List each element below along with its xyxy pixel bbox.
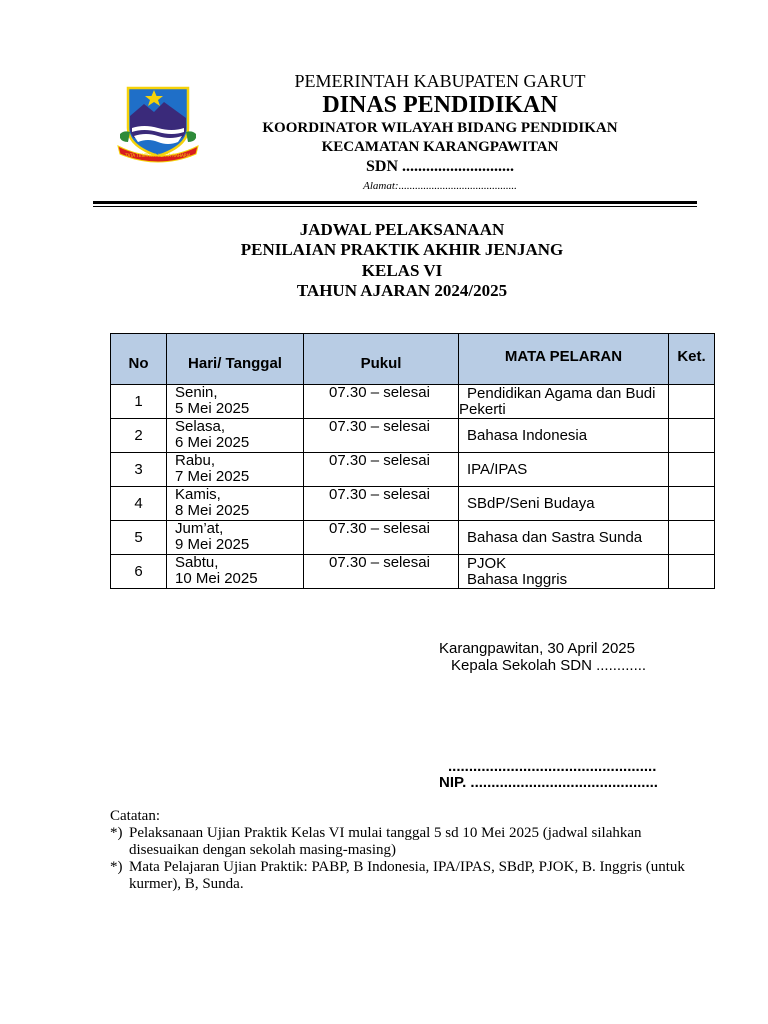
- row-no: 5: [111, 521, 167, 555]
- title-tahun-ajaran: TAHUN AJARAN 2024/2025: [296, 281, 508, 300]
- row-no: 6: [111, 555, 167, 589]
- note-text: Mata Pelajaran Ujian Praktik: PABP, B Indonesia, IPA/IPAS, SBdP, PJOK, B. Inggris (untuk kurmer), B, Sunda.: [129, 859, 685, 892]
- note-text: Pelaksanaan Ujian Praktik Kelas VI mulai tanggal 5 sd 10 Mei 2025 (jadwal silahkan disesuaikan dengan sekolah masing-masing): [129, 825, 642, 858]
- row-mapel-line: Bahasa dan Sastra Sunda: [467, 528, 643, 546]
- row-pukul: 07.30 – selesai: [304, 555, 459, 589]
- title-jadwal: JADWAL PELAKSANAAN: [299, 220, 505, 239]
- row-mapel-line: Pekerti: [459, 400, 506, 418]
- row-mata-pelajaran: [459, 521, 669, 555]
- column-header-keterangan: Ket.: [669, 334, 715, 385]
- row-pukul: 07.30 – selesai: [304, 521, 459, 555]
- kop-alamat: Alamat:...........................................: [363, 180, 517, 192]
- row-mata-pelajaran: [459, 555, 669, 589]
- kop-pemerintah: PEMERINTAH KABUPATEN GARUT: [294, 71, 586, 91]
- row-no: 2: [111, 419, 167, 453]
- row-mapel-line: PJOK: [467, 554, 507, 572]
- row-hari: Kamis,: [175, 486, 221, 503]
- row-tanggal: 9 Mei 2025: [175, 536, 250, 553]
- row-tanggal: 10 Mei 2025: [175, 570, 258, 587]
- column-header-no: No: [111, 334, 167, 385]
- table-header-row: [111, 334, 715, 385]
- row-tanggal: 7 Mei 2025: [175, 468, 250, 485]
- kop-dinas: DINAS PENDIDIKAN: [322, 92, 558, 118]
- column-header-pukul: Pukul: [304, 334, 459, 385]
- row-tanggal: 6 Mei 2025: [175, 434, 250, 451]
- row-hari-tanggal: [167, 487, 304, 521]
- letterhead-divider-thick: [93, 201, 697, 204]
- row-mata-pelajaran: [459, 385, 669, 419]
- table-row: [111, 521, 715, 555]
- title-kelas: KELAS VI: [361, 261, 443, 280]
- row-pukul: 07.30 – selesai: [304, 419, 459, 453]
- schedule-table: [110, 333, 715, 589]
- title-penilaian: PENILAIAN PRAKTIK AKHIR JENJANG: [240, 240, 564, 259]
- row-mapel-line: SBdP/Seni Budaya: [467, 494, 595, 512]
- row-mata-pelajaran: [459, 419, 669, 453]
- table-row: [111, 453, 715, 487]
- signature-place-date: Karangpawitan, 30 April 2025: [439, 640, 635, 657]
- row-pukul: 07.30 – selesai: [304, 487, 459, 521]
- column-header-mata-pelajaran: MATA PELARAN: [459, 334, 669, 385]
- signature-role: Kepala Sekolah SDN ............: [451, 657, 647, 674]
- column-header-hari-tanggal: Hari/ Tanggal: [167, 334, 304, 385]
- row-pukul: 07.30 – selesai: [304, 453, 459, 487]
- table-row: [111, 487, 715, 521]
- row-mapel-line: IPA/IPAS: [467, 460, 528, 478]
- row-hari-tanggal: [167, 555, 304, 589]
- kop-korwil: KOORDINATOR WILAYAH BIDANG PENDIDIKAN: [262, 120, 618, 136]
- notes-section: [110, 808, 690, 893]
- signature-name-line: ..................................................: [448, 758, 657, 775]
- notes-heading: Catatan:: [110, 808, 160, 824]
- row-hari: Rabu,: [175, 452, 216, 469]
- row-mapel-line: Bahasa Indonesia: [467, 426, 588, 444]
- note-marker: *): [110, 859, 123, 875]
- row-mata-pelajaran: [459, 487, 669, 521]
- row-keterangan: [669, 555, 715, 589]
- row-hari-tanggal: [167, 521, 304, 555]
- row-no: 1: [111, 385, 167, 419]
- row-no: 3: [111, 453, 167, 487]
- row-hari-tanggal: [167, 453, 304, 487]
- row-hari: Senin,: [175, 384, 218, 401]
- kop-kecamatan: KECAMATAN KARANGPAWITAN: [321, 139, 559, 155]
- row-hari: Jum’at,: [175, 520, 224, 537]
- row-keterangan: [669, 453, 715, 487]
- row-hari: Sabtu,: [175, 554, 219, 571]
- row-mata-pelajaran: [459, 453, 669, 487]
- row-no: 4: [111, 487, 167, 521]
- row-mapel-line: Bahasa Inggris: [467, 570, 568, 588]
- row-pukul: 07.30 – selesai: [304, 385, 459, 419]
- row-keterangan: [669, 419, 715, 453]
- kop-sekolah: SDN ............................: [365, 158, 514, 175]
- note-marker: *): [110, 825, 123, 841]
- row-keterangan: [669, 487, 715, 521]
- letterhead-divider-thin: [93, 206, 697, 207]
- row-keterangan: [669, 385, 715, 419]
- table-row: [111, 385, 715, 419]
- row-hari-tanggal: [167, 385, 304, 419]
- row-hari-tanggal: [167, 419, 304, 453]
- note-item: [110, 859, 690, 893]
- note-item: [110, 825, 690, 859]
- row-hari: Selasa,: [175, 418, 226, 435]
- signature-nip: NIP. .............................................: [439, 774, 658, 791]
- row-tanggal: 5 Mei 2025: [175, 400, 250, 417]
- row-tanggal: 8 Mei 2025: [175, 502, 250, 519]
- table-row: [111, 419, 715, 453]
- table-row: [111, 555, 715, 589]
- emblem-ribbon-text: TATA TENTREM KERTA RAHARJA: [125, 153, 191, 158]
- row-keterangan: [669, 521, 715, 555]
- row-mapel-line: Pendidikan Agama dan Budi: [467, 384, 656, 402]
